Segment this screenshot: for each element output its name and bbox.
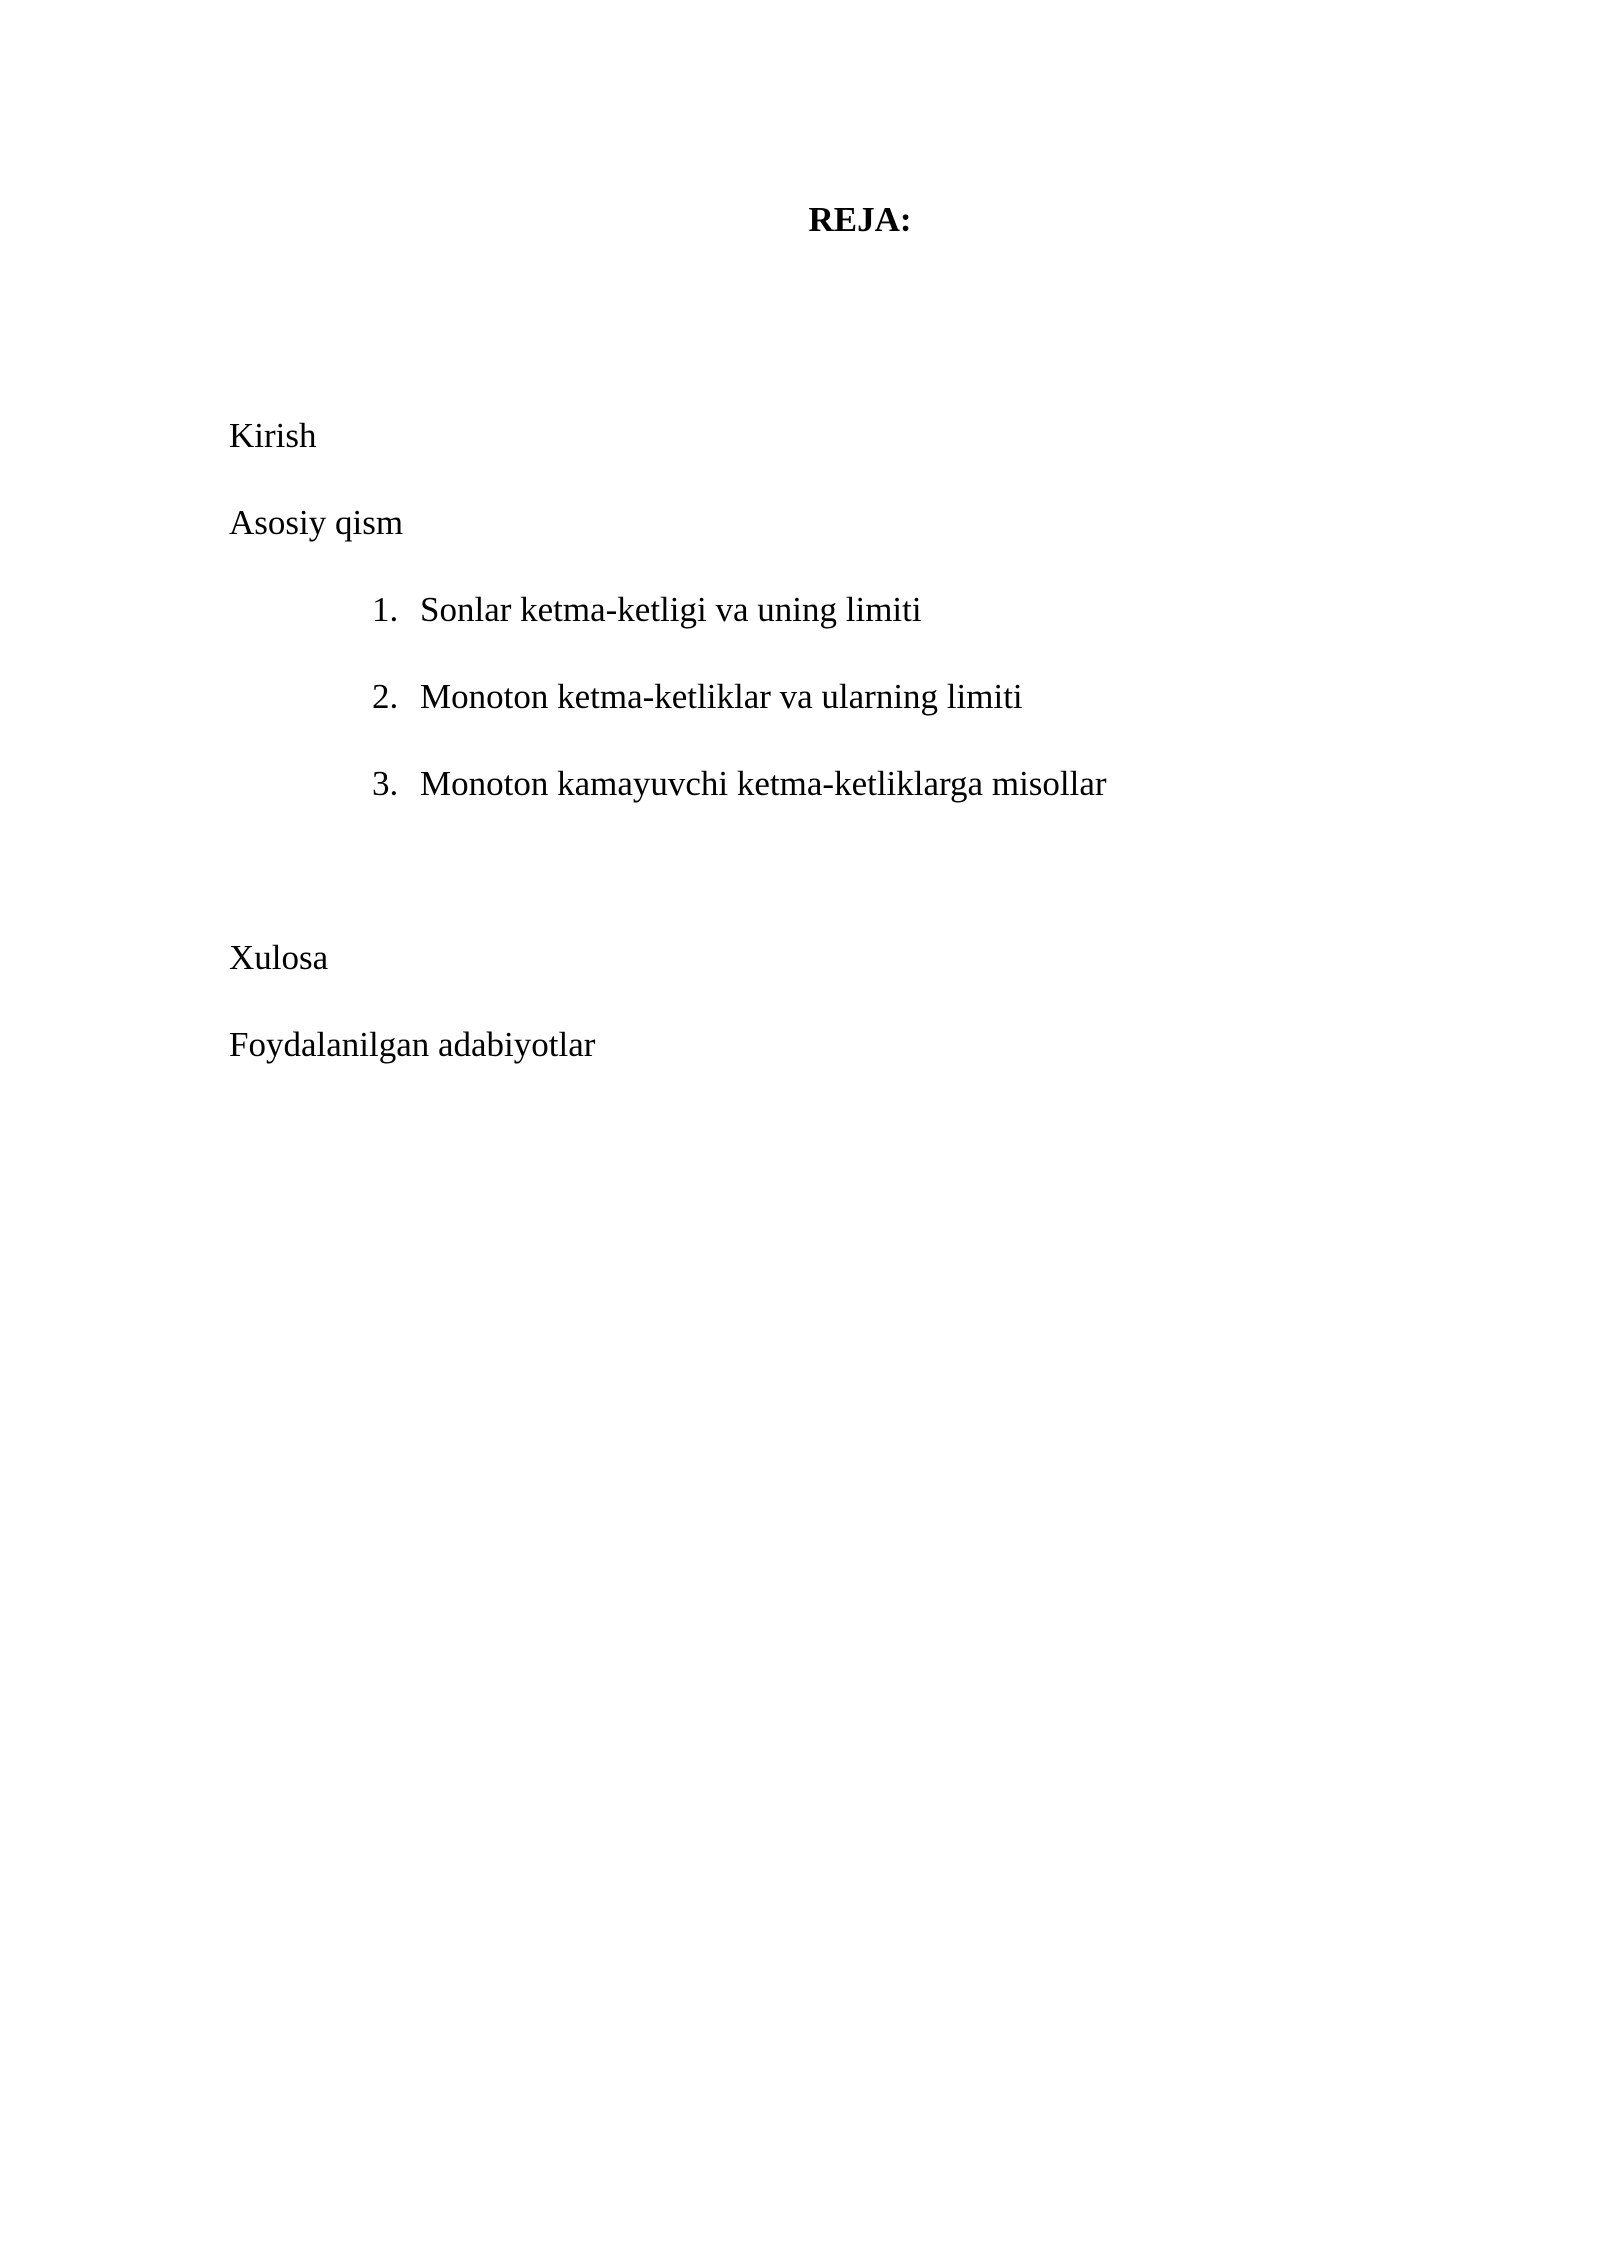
list-item-number: 1. <box>372 590 399 629</box>
list-item <box>372 586 922 634</box>
list-item-number: 2. <box>372 677 399 716</box>
intro-heading: Kirish <box>229 416 317 455</box>
page-title: REJA: <box>808 200 912 239</box>
list-item-number: 3. <box>372 764 399 803</box>
list-item-text: Monoton kamayuvchi ketma-ketliklarga misollar <box>420 764 1107 803</box>
list-item-text: Monoton ketma-ketliklar va ularning limiti <box>420 677 1023 716</box>
references-heading: Foydalanilgan adabiyotlar <box>229 1025 596 1064</box>
list-item-text: Sonlar ketma-ketligi va uning limiti <box>420 590 922 629</box>
list-item <box>372 673 1023 721</box>
list-item <box>372 760 1107 808</box>
main-part-heading: Asosiy qism <box>229 503 404 542</box>
conclusion-heading: Xulosa <box>229 938 329 977</box>
